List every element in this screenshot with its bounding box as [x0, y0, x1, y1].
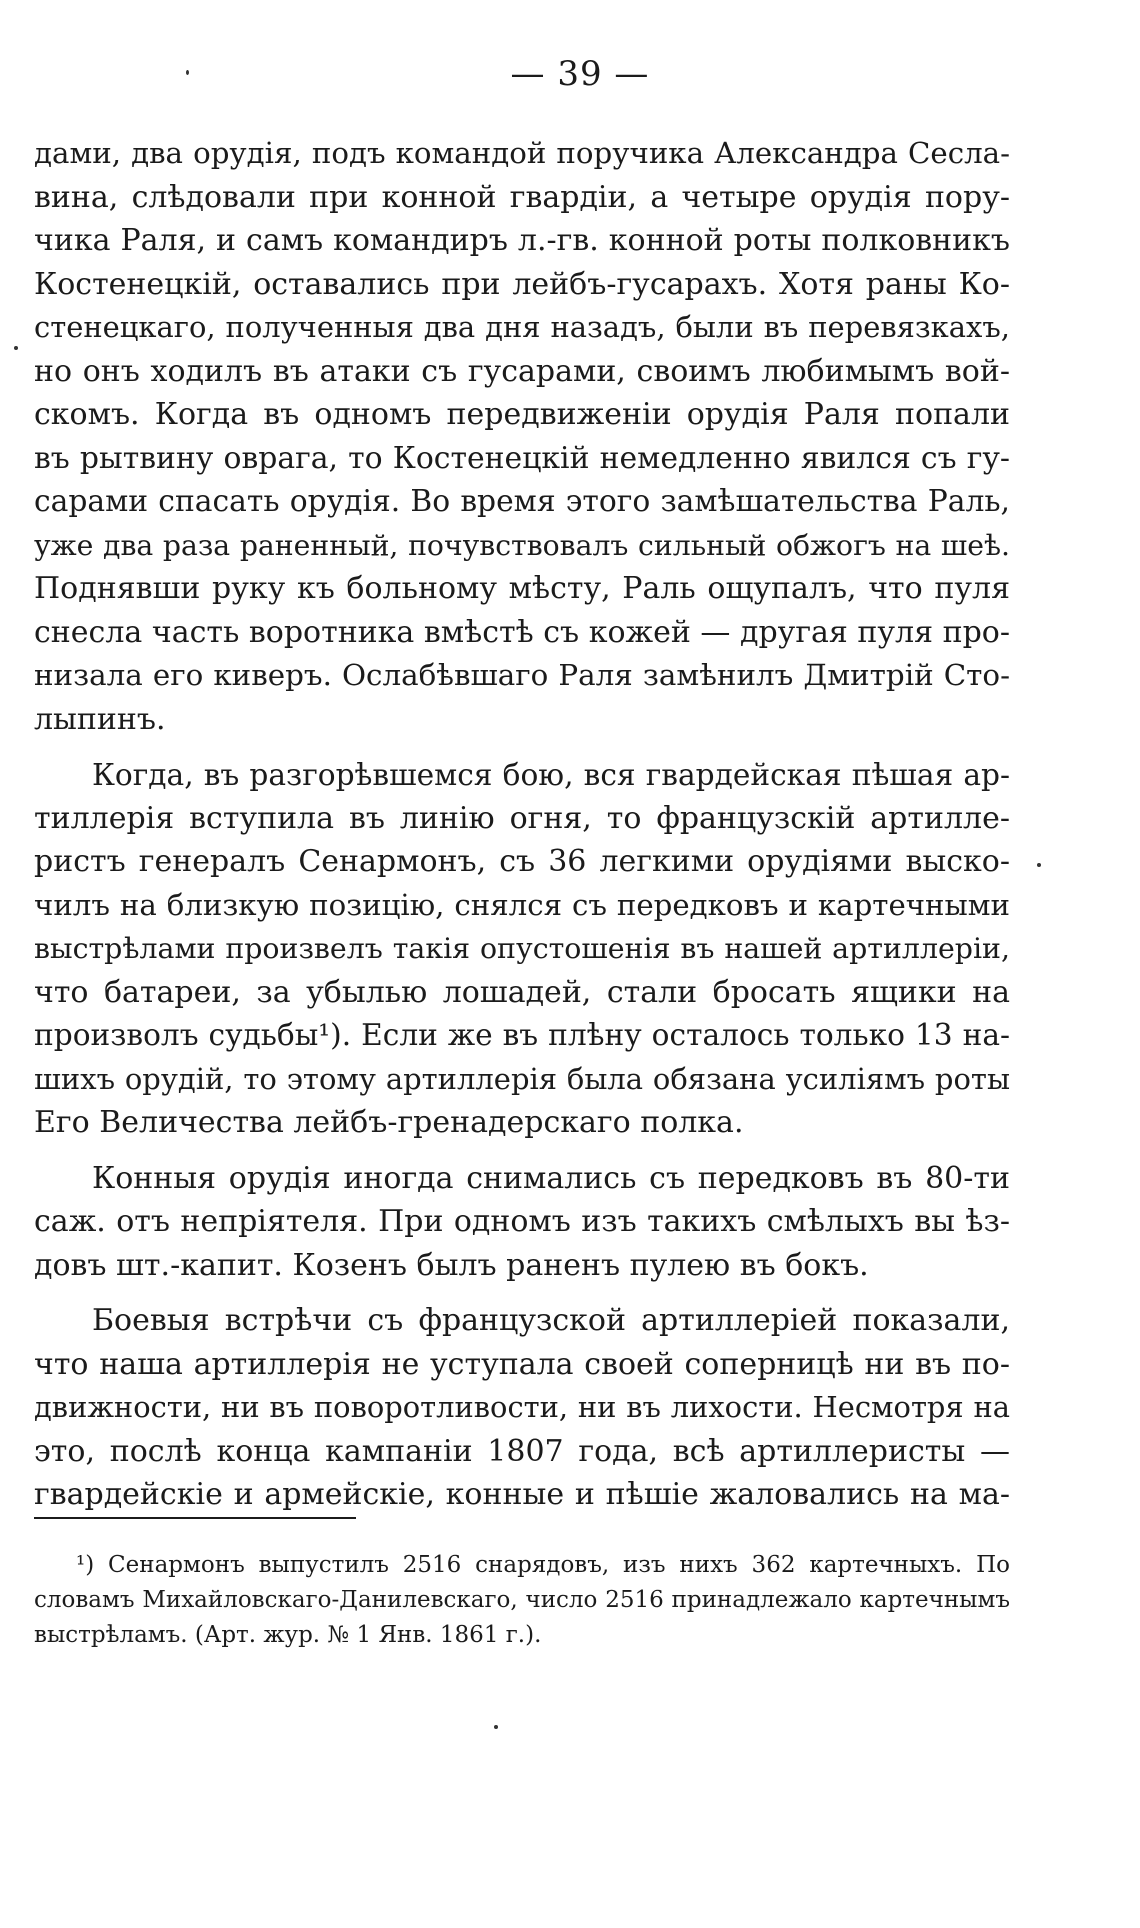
- text-line: саж. отъ непріятеля. При одномъ изъ такихъ смѣлыхъ вы ѣз-: [34, 1204, 1010, 1239]
- text-line: низала его киверъ. Ослабѣвшаго Раля замѣнилъ Дмитрій Сто-: [34, 658, 1010, 692]
- page-number: — 39 —: [510, 54, 650, 94]
- text-line: движности, ни въ поворотливости, ни въ лихости. Несмотря на: [34, 1390, 1010, 1424]
- text-line: чика Раля, и самъ командиръ л.-гв. конной роты полковникъ: [34, 223, 1010, 258]
- text-line: но онъ ходилъ въ атаки съ гусарами, своимъ любимымъ вой-: [34, 353, 1010, 389]
- scan-speck: [1037, 863, 1041, 867]
- footnote-line: ¹) Сенармонъ выпустилъ 2516 снарядовъ, изъ нихъ 362 картечныхъ. По: [76, 1552, 1010, 1578]
- text-line: гвардейскіе и армейскіе, конные и пѣшіе жаловались на ма-: [34, 1477, 1010, 1512]
- paragraph-2: [34, 753, 1010, 1145]
- text-line: произволъ судьбы¹). Если же въ плѣну осталось только 13 на-: [34, 1018, 1010, 1052]
- text-line: Поднявши руку къ больному мѣсту, Раль ощупалъ, что пуля: [34, 571, 1010, 606]
- scan-speck: [14, 346, 18, 350]
- text-line: довъ шт.-капит. Козенъ былъ раненъ пулею въ бокъ.: [34, 1247, 869, 1283]
- text-line: шихъ орудій, то этому артиллерія была обязана усиліямъ роты: [34, 1061, 1010, 1096]
- text-line: вина, слѣдовали при конной гвардіи, а четыре орудія пору-: [34, 179, 1010, 215]
- text-line: Его Величества лейбъ-гренадерскаго полка.: [34, 1105, 744, 1140]
- paragraph-1: [34, 132, 1010, 741]
- footnote-line: словамъ Михайловскаго-Данилевскаго, число 2516 принадлежало картечнымъ: [34, 1587, 1010, 1613]
- scan-speck: [494, 1725, 498, 1729]
- text-line: что наша артиллерія не уступала своей соперницѣ ни въ по-: [34, 1346, 1010, 1382]
- text-line: это, послѣ конца кампаніи 1807 года, всѣ артиллеристы —: [34, 1433, 1010, 1469]
- text-line: чилъ на близкую позицію, снялся съ передковъ и картечными: [34, 887, 1010, 922]
- text-line: Боевыя встрѣчи съ французской артиллеріей показали,: [92, 1303, 1010, 1338]
- text-line: скомъ. Когда въ одномъ передвиженіи орудія Раля попали: [34, 397, 1010, 432]
- text-line: въ рытвину оврага, то Костенецкій немедленно явился съ гу-: [34, 440, 1010, 476]
- footnote-line: выстрѣламъ. (Арт. жур. № 1 Янв. 1861 г.).: [34, 1622, 542, 1648]
- text-line: Когда, въ разгорѣвшемся бою, вся гвардейская пѣшая ар-: [92, 757, 1010, 792]
- text-line: Костенецкій, оставались при лейбъ-гусарахъ. Хотя раны Ко-: [34, 266, 1010, 302]
- text-line: Конныя орудія иногда снимались съ передковъ въ 80-ти: [92, 1160, 1010, 1196]
- paragraph-4: [34, 1299, 1010, 1517]
- scan-speck: [186, 70, 189, 75]
- text-line: что батареи, за убылью лошадей, стали бросать ящики на: [34, 974, 1010, 1010]
- footnote-divider: [34, 1517, 356, 1519]
- footnote: [34, 1548, 1010, 1653]
- text-line: дами, два орудія, подъ командой поручика Александра Сесла-: [34, 136, 1010, 170]
- body-text: [34, 132, 1010, 1517]
- text-line: сарами спасать орудія. Во время этого замѣшательства Раль,: [34, 484, 1010, 519]
- text-line: тиллерія вступила въ линію огня, то французскій артилле-: [34, 800, 1010, 836]
- text-line: выстрѣлами произвелъ такія опустошенія въ нашей артиллеріи,: [34, 932, 1010, 965]
- text-line: стенецкаго, полученныя два дня назадъ, были въ перевязкахъ,: [34, 310, 1010, 344]
- text-line: уже два раза раненный, почувствовалъ сильный обжогъ на шеѣ.: [34, 528, 1010, 562]
- text-line: ристъ генералъ Сенармонъ, съ 36 легкими орудіями выско-: [34, 844, 1010, 879]
- text-line: снесла часть воротника вмѣстѣ съ кожей — другая пуля про-: [34, 614, 1010, 650]
- paragraph-3: [34, 1157, 1010, 1288]
- text-line: лыпинъ.: [34, 701, 166, 737]
